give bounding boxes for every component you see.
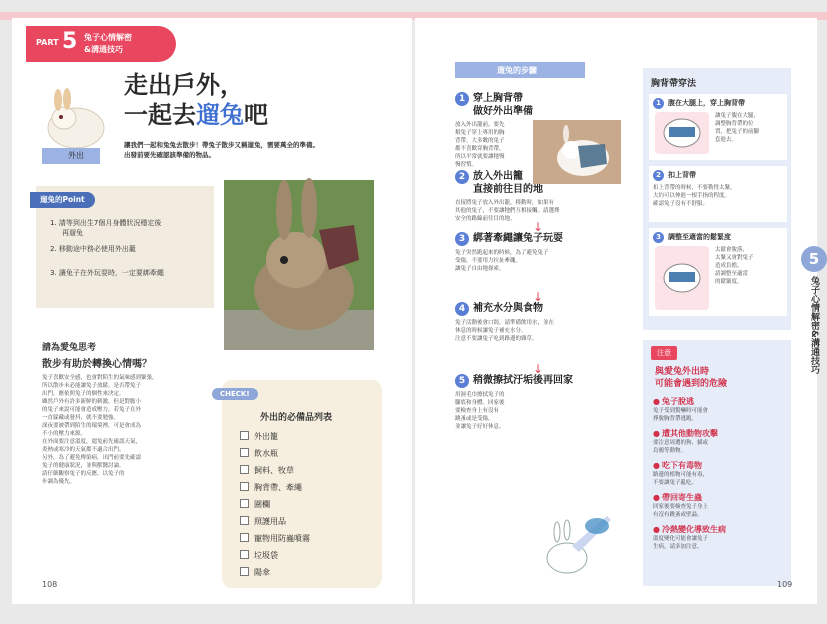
step-number: 4 <box>455 302 469 316</box>
caution-item-body-line: 烏鴉等動物。 <box>653 448 687 454</box>
caution-item <box>653 460 785 487</box>
step-body-line: 跳蚤或是受傷， <box>455 416 494 422</box>
step-number: 2 <box>455 170 469 184</box>
headline-highlight: 遛兔 <box>196 101 244 129</box>
checkbox-icon[interactable] <box>240 499 249 508</box>
think-body-line: 請仔細觀察兔子的反應，以兔子的 <box>42 471 125 477</box>
caution-item-title <box>653 524 785 535</box>
caution-item-body-line: 生病，請多加注意。 <box>653 544 703 550</box>
check-item-label: 陽傘 <box>254 568 270 577</box>
step-body-line: 用濕毛巾擦拭兔子的 <box>455 392 505 398</box>
caution-item-body-line: 溫度變化可能會讓兔子 <box>653 536 709 542</box>
steps-title: 遛兔的步驟 <box>497 66 537 75</box>
step-item <box>455 232 635 302</box>
section-title-line2: &溝通技巧 <box>84 45 123 54</box>
check-item <box>240 513 310 530</box>
caution-item <box>653 428 785 455</box>
harness-step-body-line: 扣上背帶的時候，不要勒得太緊， <box>653 185 736 191</box>
caution-item <box>653 396 785 423</box>
harness-step-body-line: 確認兔子沒有不舒服。 <box>653 201 709 207</box>
step-header <box>455 302 635 316</box>
harness-step-body-line: 太緊又會對兔子 <box>715 255 754 261</box>
harness-step-body <box>715 246 783 286</box>
checkbox-icon[interactable] <box>240 431 249 440</box>
step-title-line1: 補充水分與食物 <box>473 303 543 314</box>
step-title-line1: 綁著牽繩讓兔子玩耍 <box>473 233 563 244</box>
caution-item <box>653 524 785 551</box>
check-item-label: 飲水瓶 <box>254 449 278 458</box>
step-number: 5 <box>455 374 469 388</box>
caution-item-body-line: 要注意周遭的狗、貓或 <box>653 440 709 446</box>
caution-item-title-text: 帶回寄生蟲 <box>661 493 702 502</box>
step-body-line: 都不喜歡穿胸背帶， <box>455 146 505 152</box>
step-title-line1: 放入外出籠 <box>473 171 523 182</box>
checkbox-icon[interactable] <box>240 465 249 474</box>
harness-step-number: 2 <box>653 170 664 181</box>
headline-line1: 走出戶外， <box>124 71 244 99</box>
check-title: 外出的必備品列表 <box>260 413 333 423</box>
point-list <box>50 218 210 278</box>
check-item <box>240 428 310 445</box>
rabbit-illustration <box>42 88 110 150</box>
harness-step-body <box>715 112 783 144</box>
point-box <box>36 186 214 308</box>
checkbox-icon[interactable] <box>240 482 249 491</box>
think-body-line: 在外面要注意溫度，遛兔前先確認天氣， <box>42 439 142 445</box>
step-body-line: 安全的路線前往目的地。 <box>455 216 516 222</box>
step-title <box>473 374 573 387</box>
steps-title-bar <box>455 62 585 78</box>
step-title-line1: 穿上胸背帶 <box>473 93 523 104</box>
harness-step-body-line: 調整胸背帶的位 <box>715 121 754 127</box>
step-body-line: 休息的時候讓兔子補充水分。 <box>455 328 527 334</box>
step-arrow-icon: ↓ <box>533 362 544 376</box>
left-page <box>12 18 412 604</box>
check-item <box>240 479 310 496</box>
step-body-line: 放入外出籠前，要先 <box>455 122 505 128</box>
step-body-line: 受傷，不要用力拉扯牽繩。 <box>455 258 522 264</box>
step-title-line2: 做好外出準備 <box>473 106 533 117</box>
caution-title <box>655 366 727 390</box>
bullet-icon: ● <box>653 397 660 406</box>
caution-item-body-line: 有沒有跳蚤或壁蝨。 <box>653 512 703 518</box>
side-tab-number: 5 <box>801 246 827 272</box>
harness-step-body-line: 的鬆緊度。 <box>715 279 743 285</box>
step-body-line: 幫兔子穿上專用的胸 <box>455 130 505 136</box>
step-body-line: 要檢查身上有沒有 <box>455 408 500 414</box>
think-body-line: 兔子的健康狀況，並與獸醫討論。 <box>42 463 125 469</box>
step-number: 3 <box>455 232 469 246</box>
step-body-line: 慢習慣。 <box>455 162 478 168</box>
checkbox-icon[interactable] <box>240 516 249 525</box>
harness-step-title: 腹在大腿上，穿上胸背帶 <box>668 99 745 107</box>
caution-item-title-text: 遭其他動物攻擊 <box>661 429 718 438</box>
point-item: 1. 請等到出生7個月身體狀況穩定後 再遛兔 <box>50 219 162 237</box>
check-item-label: 飼料、牧草 <box>254 466 294 475</box>
think-body-line: 炎熱或寒冷的天氣都不適合出門。 <box>42 447 125 453</box>
caution-item-body-line: 不要讓兔子亂吃。 <box>653 480 698 486</box>
harness-step-body-line: 置，把兔子的前腳 <box>715 129 760 135</box>
step-arrow-icon: ↓ <box>533 220 544 234</box>
step-title <box>473 232 563 245</box>
step-arrow-icon: ↓ <box>533 290 544 304</box>
side-tab-text: 兔子心情解密&溝通技巧 <box>809 276 819 374</box>
think-body-line: 另外，為了避免傳染病，出門前要先確認 <box>42 455 142 461</box>
point-item: 2. 移動途中務必使用外出籠 <box>50 245 136 253</box>
page-headline <box>124 70 268 130</box>
part-label: PART <box>36 38 59 47</box>
think-title-line2: 散步有助於轉換心情嗎？ <box>42 359 152 370</box>
harness-step-title: 扣上背帶 <box>668 171 696 179</box>
bullet-icon: ● <box>653 429 660 438</box>
page-number-left: 108 <box>42 580 58 589</box>
caution-item-title <box>653 492 785 503</box>
intro-text <box>124 140 404 160</box>
think-body-line: 雖然戶外有許多新鮮的刺激，但是對膽小 <box>42 399 142 405</box>
part-banner <box>26 26 176 62</box>
checkbox-icon[interactable] <box>240 448 249 457</box>
harness-step-body-line: 太鬆會脫落， <box>715 247 749 253</box>
bullet-icon: ● <box>653 493 660 502</box>
step-header <box>455 374 635 388</box>
harness-step-body-line: 大約可以伸進一根手指的程度。 <box>653 193 731 199</box>
caution-tag: 注意 <box>651 346 677 360</box>
bullet-icon: ● <box>653 461 660 470</box>
harness-box <box>643 68 791 330</box>
step-item <box>455 374 635 454</box>
step-body-line: 所以平常就要讓牠慢 <box>455 154 505 160</box>
harness-illustration <box>655 246 709 310</box>
check-item-label: 寵物用防蟲噴霧 <box>254 534 310 543</box>
step-number: 1 <box>455 92 469 106</box>
harness-step-body-line: 讓兔子腹在大腿， <box>715 113 760 119</box>
check-item <box>240 564 310 581</box>
caution-item-body-line: 兔子受到驚嚇時可能會 <box>653 408 709 414</box>
checkbox-icon[interactable] <box>240 567 249 576</box>
step-body <box>455 121 529 169</box>
intro-line1: 讓我們一起和兔兔去散步！帶兔子散步又稱遛兔，需要萬全的準備。 <box>124 141 319 149</box>
think-title-line1: 請為愛兔思考 <box>42 343 97 353</box>
step-title-line2: 直接前往目的地 <box>473 184 543 195</box>
think-body-line: 深夜要被帶到陌生的環境裡，可是會成為 <box>42 423 142 429</box>
check-item <box>240 462 310 479</box>
harness-step <box>649 228 787 316</box>
caution-item-title-text: 吃下有毒物 <box>661 461 702 470</box>
harness-step-number: 3 <box>653 232 664 243</box>
caution-title-line2: 可能會遇到的危險 <box>655 379 728 389</box>
checkbox-icon[interactable] <box>240 550 249 559</box>
step-title-line1: 稍微擦拭汙垢後再回家 <box>473 375 573 386</box>
think-body <box>42 374 212 486</box>
check-item <box>240 530 310 547</box>
caution-item-title <box>653 396 785 407</box>
caution-item-body-line: 回家後要檢查兔子身上 <box>653 504 709 510</box>
check-item <box>240 496 310 513</box>
category-tag-label: 外出 <box>68 151 84 160</box>
caution-item-title-text: 兔子脫逃 <box>661 397 694 406</box>
check-item-label: 照護用品 <box>254 517 286 526</box>
check-item <box>240 547 310 564</box>
caution-item-body-line: 掙脫胸背帶逃跑。 <box>653 416 698 422</box>
intro-line2: 出發前要先確認該準備的物品。 <box>124 151 215 159</box>
harness-step-body-line: 造成負擔， <box>715 263 743 269</box>
section-title-line1: 兔子心情解密 <box>84 33 132 42</box>
caution-item-title-text: 冷熱變化導致生病 <box>661 525 726 534</box>
caution-item <box>653 492 785 519</box>
step1-photo <box>533 120 621 184</box>
caution-box <box>643 340 791 586</box>
think-body-line: 不小的壓力來源。 <box>42 431 87 437</box>
think-body-line: 的兔子來說可能會造成壓力，若兔子在外 <box>42 407 142 413</box>
step-body-line: 直接將兔子放入外出籠，移動時，如果有 <box>455 200 555 206</box>
step-body-line: 讓兔子自由地探索。 <box>455 266 505 272</box>
caution-item-body-line: 路邊的植物可能有毒， <box>653 472 709 478</box>
step-body <box>455 319 625 343</box>
headline-line2 <box>124 100 268 130</box>
think-body-line: 所以散步未必能讓兔子放鬆。是否帶兔子 <box>42 383 142 389</box>
harness-step-body-line: 請調整至適當 <box>715 271 749 277</box>
step-body-line: 兔子突然跑起來的時候，為了避免兔子 <box>455 250 549 256</box>
harness-step <box>649 94 787 160</box>
check-item-label: 圍欄 <box>254 500 270 509</box>
part-number: 5 <box>62 29 78 54</box>
caution-item-title <box>653 460 785 471</box>
step-body-line: 注意不要讓兔子吃到路邊的雜草。 <box>455 336 538 342</box>
check-item-label: 垃圾袋 <box>254 551 278 560</box>
step-header <box>455 92 635 118</box>
harness-step <box>649 166 787 222</box>
harness-step-header <box>653 232 783 243</box>
check-list <box>240 428 310 581</box>
check-item-label: 外出籠 <box>254 432 278 441</box>
think-body-line: 出門，應依照兔子的個性來決定。 <box>42 391 125 397</box>
harness-step-header <box>653 170 783 181</box>
step-title <box>473 92 533 118</box>
bullet-icon: ● <box>653 525 660 534</box>
harness-step-header <box>653 98 783 109</box>
think-section <box>42 340 212 486</box>
step-item <box>455 302 635 374</box>
step-title <box>473 302 543 315</box>
step-header <box>455 232 635 246</box>
check-item-label: 胸背帶、牽繩 <box>254 483 302 492</box>
step-body-line: 其他的兔子，不要讓牠們互相接觸。請選擇 <box>455 208 560 214</box>
rabbit-photo <box>224 180 374 350</box>
headline-prefix: 一起去 <box>124 101 196 129</box>
side-tab <box>801 246 827 406</box>
step-body <box>455 391 529 431</box>
harness-title: 胸背帶穿法 <box>651 79 697 89</box>
caution-list <box>653 396 785 556</box>
checkbox-icon[interactable] <box>240 533 249 542</box>
point-item: 3. 讓兔子在外玩耍時，一定要綁牽繩 <box>50 269 164 277</box>
harness-illustration <box>655 112 709 154</box>
harness-step-body-line: 套進去。 <box>715 137 738 143</box>
step5-illustration <box>537 506 617 576</box>
checklist-box <box>222 380 382 588</box>
right-page <box>415 18 820 604</box>
step-body-line: 兔子活動後會口渴，請準備飲用水，並在 <box>455 320 555 326</box>
category-tag <box>42 148 100 164</box>
harness-step-body <box>653 184 783 208</box>
step-body-line: 背帶。大多數的兔子 <box>455 138 505 144</box>
point-title: 遛兔的Point <box>30 192 95 208</box>
check-label: CHECK! <box>212 388 258 400</box>
harness-step-title: 調整至適當的鬆緊度 <box>668 233 731 241</box>
think-body-line: 一直躲藏或發抖，就不要勉強。 <box>42 415 120 421</box>
harness-steps <box>649 94 787 322</box>
caution-item-title <box>653 428 785 439</box>
think-body-line: 步調為優先。 <box>42 479 76 485</box>
page-number-right: 109 <box>777 580 793 589</box>
think-body-line: 兔子喜歡安全感，也會對陌生的氣味感到緊張， <box>42 375 158 381</box>
step-body <box>455 249 625 273</box>
harness-step-number: 1 <box>653 98 664 109</box>
step-body-line: 並讓兔子好好休息。 <box>455 424 505 430</box>
headline-suffix: 吧 <box>244 101 268 129</box>
check-item <box>240 445 310 462</box>
step-body-line: 腳底和身體。回家後 <box>455 400 505 406</box>
caution-title-line1: 與愛兔外出時 <box>655 367 710 377</box>
